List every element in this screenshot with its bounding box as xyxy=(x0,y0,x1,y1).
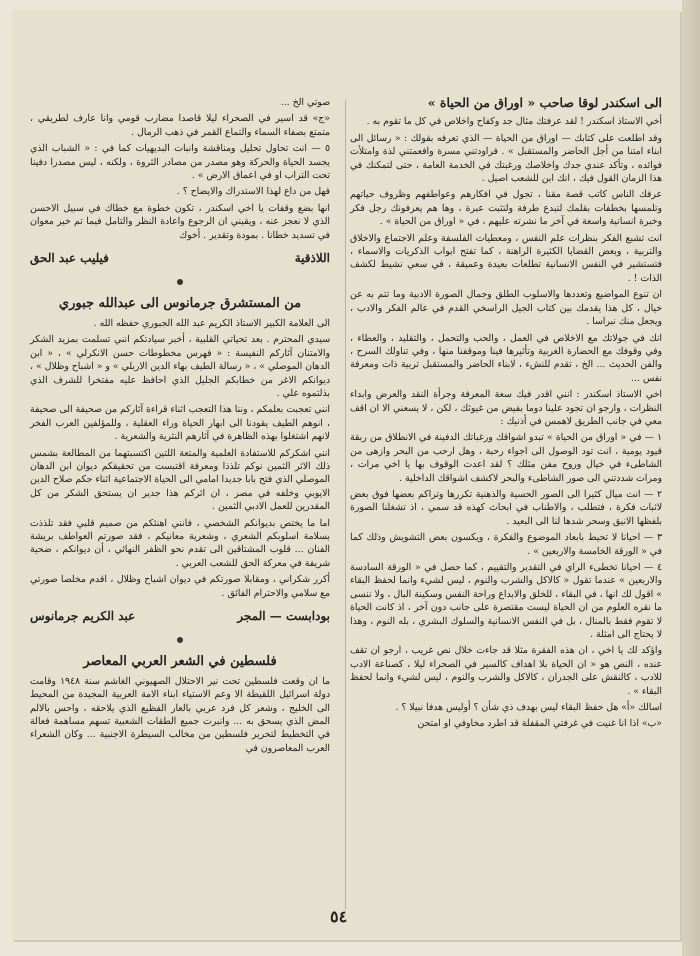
paragraph: عرفك الناس كاتب قصة مقنا ، تجول في افكارهم وعواطفهم وظروف حياتهم وتلمسها بخطفات بقلمك لتبدع طرفة ولتثبت عبرة ، وها هم يعرفونك رجل فكر وخبرة انسانية واسعة في آخر ما نشرته عليهم ، في « اوراق من الحياة » . xyxy=(350,189,662,228)
paragraph: اسالك «أ» هل حفظ البقاء ليس بهدف ذي شأن ؟ أوليس هدفا نبيلا ؟ . xyxy=(395,702,662,714)
paragraph: فهل من داع لهذا الاستدراك والايضاح ؟ . xyxy=(176,186,330,198)
letter-title: الى اسكندر لوقا صاحب « اوراق من الحياة » xyxy=(427,95,662,110)
letter-body xyxy=(30,317,330,600)
paragraph: ما ان وقعت فلسطين تحت نير الاحتلال الصهيوني الغاشم سنة ١٩٤٨ وقامت دولة اسرائيل اللقيطة الا وعم الاستياء ابناء الامة العربية المجيدة من المحيط الى الخليج ، وشعر كل فرد عربي بالعار الفظيع الذي يلاحقه ، واحس بالالم المض الذي يسحق به ... وانبرت جميع الطقات الشعبية تسهم مساهمة فعالة في التخطيط لتحرير فلسطين من مخالب السيطرة الاجنبية ... وكان الشعراء العرب المعاصرون في xyxy=(30,675,330,754)
paragraph: ٣ — احيانا لا تحيط بابعاد الموضوع والفكرة ، ويكسون بعض التشويش وذلك كما في « الورقة الخامسة والاربعين » . xyxy=(350,532,662,557)
signature-block xyxy=(30,610,330,623)
paragraph: انت تشبع الفكر بنظرات علم النفس ، ومعطيات الفلسفة وعلم الاجتماع والاخلاق والتربية ، وبعض القضايا الكثيرة الراهنة ، كما تفتح ابواب الذكريات والاسماء ، فتستشير في النفس الانسانية تطلعات بعيدة وعميقة ، في سعي نشيط لكشف الذات ! . xyxy=(350,232,662,284)
paragraph: صوتي الخ ... xyxy=(280,97,330,108)
letter-continuation xyxy=(30,96,330,242)
paragraph: «ج» قد اسير في الصحراء ليلا قاصدا مضارب قومي وانا عارف لطريقي ، متمتع بصفاء السماء والتماع القمر في ذهب الرمال . xyxy=(30,113,330,138)
paragraph: أكرر شكراني ، ومقابلا صورتكم في ديوان اشباح وظلال ، اقدم مخلصا صورتي مع سلامي والاحترام الفائق . xyxy=(30,574,330,599)
paragraph: انها بضع وقفات يا اخي اسكندر ، تكون خطوة مع خطاك في سبيل الاحسن الذي لا نعجز عنه ، ويقيني ان الرجوع واعادة النظر والتامل فيما تم خير معوان في تسديد خطانا . بمودة وتقدير . أخوك xyxy=(30,202,330,241)
paragraph: أخي الاستاذ اسكندر ! لقد عرفتك مثال جد وكفاح واخلاص في كل ما تقوم به . xyxy=(366,116,662,128)
letter-body xyxy=(350,115,662,730)
paragraph: ٢ — انت ميال كثيرا الى الصور الحسية والذهنية تكررها وتراكم بعضها فوق بعض لاثبات فكرة ، فتطلب ، والاطناب في ابحاث كهذه قد سمي ، اذ تشغلنا الصورة بلفظها الانيق وسحر شدها لنا الى البعيد . xyxy=(350,488,662,527)
left-column xyxy=(30,10,330,940)
signature-place: اللاذقية xyxy=(294,251,330,266)
paragraph: وقد اطلعت على كتابك — اوراق من الحياة — الذي تعرفه بقولك : « رسائل الى ابناء امتنا من أجل الحاضر والمستقبل » . فراودتني مسرة وافعمتني لذة وامتلأت فوائده ، وتأكد عندي جدك واخلاصك ورغبتك في الخدمة العامة ، حتى لتمكنك في هذا الزمان القول فيك ، انك ابن للشعب اصيل . xyxy=(350,132,662,185)
page-edge xyxy=(682,0,700,956)
column-divider xyxy=(345,100,346,910)
letter-title: من المستشرق جرمانوس الى عبدالله جبوري xyxy=(58,296,302,312)
right-column xyxy=(350,10,662,940)
separator-dot xyxy=(177,637,183,643)
paragraph: انك في جولاتك مع الاخلاص في العمل ، والحب والتحمل ، والتقليد ، والعطاء ، وفي وقوفك مع الحضارة الغربية وتأثيرها فينا وموقفنا منها ، وفي تناولك السرح ، والفن الحديث ... الخ ، تقدم للنشء ، لابناء الحاضر والمستقبل تربية ذات ومعرفة نفس ... xyxy=(350,332,662,384)
paragraph: واؤكد لك يا اخي ، ان هذه الفقرة مثلا قد جاءت خلال نص غريب ، ارجو ان تقف عنده ، النص هو « ان الحياة بلا اهداف كالسير في الصحراء ليلا ، كصناعة الادب للادب ، كالنقش على الجدران ، كالاكل والشرب والنوم ، ليس لشيء وانما لحفظ البقاء » . xyxy=(350,645,662,697)
paragraph: انني تعجبت بعلمكم ، وننا هذا التعجب اثناء قراءة آثاركم من صحيفة الى صحيفة ، انوهم الطيف يقودنا الى ابهار الحياة وراء العقلية ، وللمؤلفين العرب الفخر لانهم اشتغلوا بهذه الظاهرة في آثارهم النثرية والشعرية . xyxy=(30,404,330,443)
paragraph: الى العلامة الكبير الاستاذ الكريم عبد الله الجبوري حفظه الله . xyxy=(93,317,330,329)
signature-block xyxy=(30,252,330,265)
signature-name: عبد الكريم جرمانوس xyxy=(30,609,136,623)
paragraph: اما ما يختص بديوانكم الشخصي ، فانني اهنئكم من صميم قلبي فقد تلذذت بسلامة اسلوبكم الشعري ، وشعرية معانيكم ، فقد صورتم العواطف بريشة الفنان ... قلوب المشتاقين الى تقدم نحو الظفر النهائي ، أن ديوانكم ، ضحية شريفة في معركة الحق للشعب العربي . xyxy=(30,517,330,569)
article-body xyxy=(30,675,330,755)
paragraph: ٤ — احيانا تخطىء الراي في التقدير والتقييم ، كما حصل في « الورقة السادسة والاربعين » عندما تقول « كالاكل والشرب والنوم ، ليس لشيء وانما لحفظ البقاء » اقول لك انها ، في البقاء ، للخلق والابداع وراحة النفس وسكينة البال ، ولا ننسى ما نقره العلوم من ان الحياة ليست مقتصرة على جانب دون آخر ، اذ كانت الحياة لا تقوم فقط بالمنال ، بل في النفس الانسانية والسلوك البشري ، بله النوم ، وهذا لا يحتاج الى امثلة . xyxy=(350,562,662,641)
paragraph: ان تنوع المواضيع وتعددها والاسلوب الطلق وجمال الصورة الادبية وما تتم به عن خيال ، كل هذا يقدمك بين كتاب الجيل الراسخي القدم في عالم الفكر والادب ، ويجعل منك نبراسا . xyxy=(350,289,662,328)
article-title: فلسطين في الشعر العربي المعاصر xyxy=(83,654,277,670)
paragraph: «ب» اذا انا غنيت في غرفتي المقفلة قد اطرد مخاوفي او امتحن xyxy=(417,718,662,730)
paragraph: ١ — في « اوراق من الحياة » تبدو اشواقك ورغباتك الدفينة في الانطلاق من ربقة قيود يومية ، انت تود الوصول الى اجواء رحبة ، وهل ارحب من البحر وازهى من الشاطىء في خيال وروح مفن مثلك ؟ لقد اعدت الوقوف بها يا اخي مرات ، ومرات شددتني الى صور الشاطىء والبحر لاكشف اشواقك الداخلية . xyxy=(350,432,662,484)
paragraph: سيدي المحترم . بعد تحياتي القلبية ، أخبر سيادتكم انني تسلمت بمزيد الشكر والامتنان آثاركم النفيسة : « فهرس مخطوطات حسن الانكرلي » ، « ابن الدهان الموصلي » ، « رسالة الطيف بهاء الدين الاربلي » و « اشباح وظلال » ، ديوانكم الاغر من خطابكم الجليل الذي احافظ عليه مفتخرا للشرف الذي بذلتموه علي . xyxy=(30,334,330,399)
signature-place: بودابست — المجر xyxy=(237,609,330,623)
paragraph: ٥ — انت تحاول تحليل ومناقشة وانبات البديهيات كما في : « الشباب الذي يجسد الحياة والحركة وهو مصدر من مصادر الثروة ، ولكنه ، ليس مصدرا دفينا تحت التراب او في اعماق الارض » . xyxy=(30,143,330,182)
page-number: ٥٤ xyxy=(330,907,348,926)
magazine-page xyxy=(12,10,680,940)
paragraph: اخي الاستاذ اسكندر : انني اقدر فيك سعة المعرفة وجرأة النقد والعرض وابداء النظرات ، وارجو ان تجود علينا دوما بفيض من غيوثك ، لكن ، لا يسعني الا ان اقف معي في جانب الطريق لاهمس في أذنيك : xyxy=(350,389,662,427)
separator-dot xyxy=(177,279,183,285)
paragraph: انني اشكركم للاستفادة العلمية والمتعة اللتين اكتسبتهما من المطالعة بشمس ذلك الاثر الثمين نوكم تلذذا ومعرفة اقتبست من تحقيقكم ديوان ابن الدهان الموصلي الذي فتح بابا جديدا امامي الى الحياة الاجتماعية اثناء حكم صلاح الدين الايوبي وخلفه في مصر ، ان اثركم هذا جدير ان يستحق الشكر من كل المقدرين للعمل الادبي الثمين . xyxy=(30,447,330,513)
signature-name: فيليب عبد الحق xyxy=(30,251,109,266)
